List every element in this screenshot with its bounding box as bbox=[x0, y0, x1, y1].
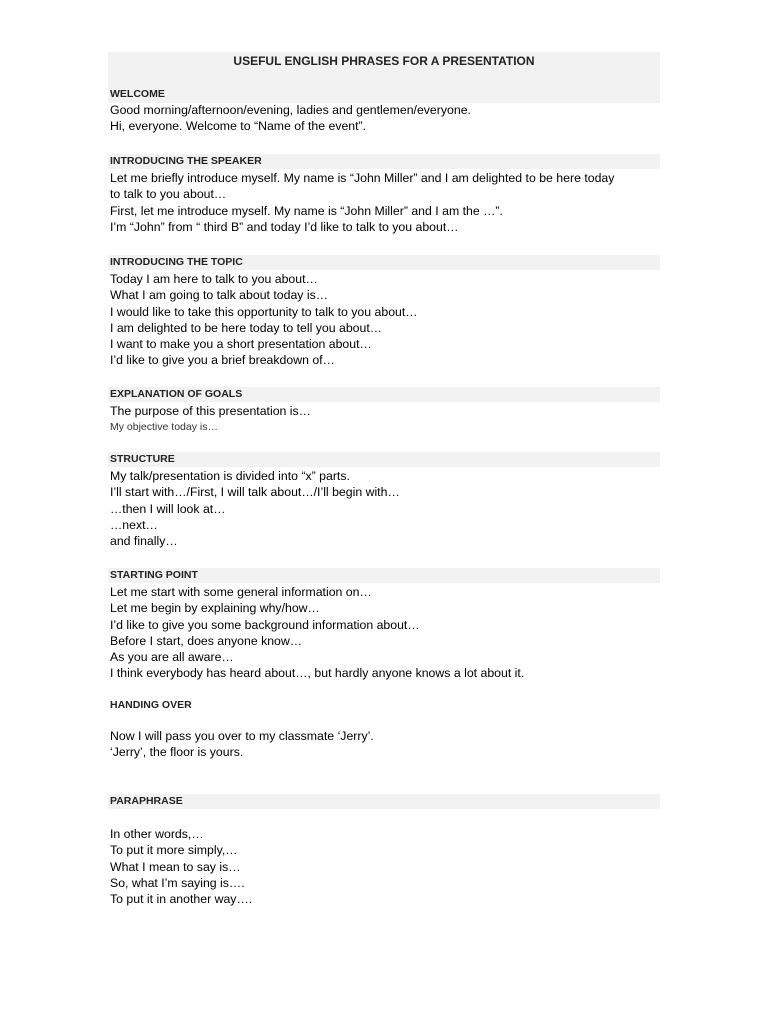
phrase-line: ‘Jerry’, the floor is yours. bbox=[110, 745, 244, 760]
phrase-line: So, what I’m saying is…. bbox=[110, 875, 245, 890]
phrase-line: Let me begin by explaining why/how… bbox=[110, 601, 320, 616]
section-lines-starting-point bbox=[110, 584, 666, 682]
phrase-line: Today I am here to talk to you about… bbox=[110, 272, 318, 286]
document-title: USEFUL ENGLISH PHRASES FOR A PRESENTATION bbox=[233, 54, 535, 68]
phrase-line: To put it in another way…. bbox=[110, 892, 253, 907]
phrase-line: I’m “John” from “ third B” and today I’d like to talk to you about… bbox=[110, 219, 459, 234]
phrase-line: The purpose of this presentation is… bbox=[110, 404, 311, 418]
phrase-line: Before I start, does anyone know… bbox=[110, 633, 303, 648]
phrase-line: …next… bbox=[110, 517, 158, 532]
section-heading-starting-point: STARTING POINT bbox=[108, 568, 660, 583]
phrase-line: Let me briefly introduce myself. My name is “John Miller” and I am delighted to be here today bbox=[110, 171, 615, 185]
phrase-line: Good morning/afternoon/evening, ladies and gentlemen/everyone. bbox=[110, 103, 471, 117]
section-heading-introducing-topic: INTRODUCING THE TOPIC bbox=[108, 255, 660, 270]
phrase-line: and finally… bbox=[110, 534, 178, 549]
section-lines-introducing-topic bbox=[110, 271, 666, 369]
section-heading-structure: STRUCTURE bbox=[108, 452, 660, 467]
phrase-line: Let me start with some general information on… bbox=[110, 585, 372, 599]
phrase-line: I am delighted to be here today to tell you about… bbox=[110, 320, 383, 335]
section-heading-handing-over: HANDING OVER bbox=[110, 699, 192, 711]
phrase-line: My talk/presentation is divided into “x” parts. bbox=[110, 469, 350, 483]
phrase-line: Hi, everyone. Welcome to “Name of the event”. bbox=[110, 119, 367, 134]
phrase-line: Now I will pass you over to my classmate ‘Jerry’. bbox=[110, 729, 374, 743]
section-lines-structure bbox=[110, 468, 666, 549]
section-heading-explanation-of-goals: EXPLANATION OF GOALS bbox=[108, 387, 660, 402]
phrase-line: I would like to take this opportunity to talk to you about… bbox=[110, 304, 418, 319]
phrase-line: to talk to you about… bbox=[110, 187, 227, 202]
phrase-line: What I mean to say is… bbox=[110, 859, 241, 874]
section-lines-paraphrase bbox=[110, 826, 666, 907]
section-lines-explanation-of-goals bbox=[110, 403, 666, 436]
section-lines-welcome bbox=[110, 102, 666, 135]
phrase-line: What I am going to talk about today is… bbox=[110, 288, 329, 303]
phrase-line: To put it more simply,… bbox=[110, 843, 238, 858]
phrase-line: I’d like to give you a brief breakdown of… bbox=[110, 353, 335, 368]
phrase-line: I’d like to give you some background information about… bbox=[110, 617, 420, 632]
phrase-line: …then I will look at… bbox=[110, 501, 226, 516]
section-lines-introducing-speaker bbox=[110, 170, 666, 235]
section-heading-welcome: WELCOME bbox=[110, 88, 165, 100]
phrase-line: In other words,… bbox=[110, 827, 204, 841]
phrase-line: First, let me introduce myself. My name is “John Miller” and I am the …”. bbox=[110, 203, 503, 218]
phrase-line: I’ll start with…/First, I will talk about…/I’ll begin with… bbox=[110, 485, 400, 500]
phrase-line: I want to make you a short presentation about… bbox=[110, 337, 372, 352]
phrase-line: I think everybody has heard about…, but hardly anyone knows a lot about it. bbox=[110, 666, 525, 681]
phrase-line: As you are all aware… bbox=[110, 650, 234, 665]
section-heading-paraphrase: PARAPHRASE bbox=[108, 794, 660, 809]
section-lines-handing-over bbox=[110, 728, 666, 761]
phrase-line: My objective today is… bbox=[110, 421, 218, 434]
section-heading-introducing-speaker: INTRODUCING THE SPEAKER bbox=[108, 154, 660, 169]
